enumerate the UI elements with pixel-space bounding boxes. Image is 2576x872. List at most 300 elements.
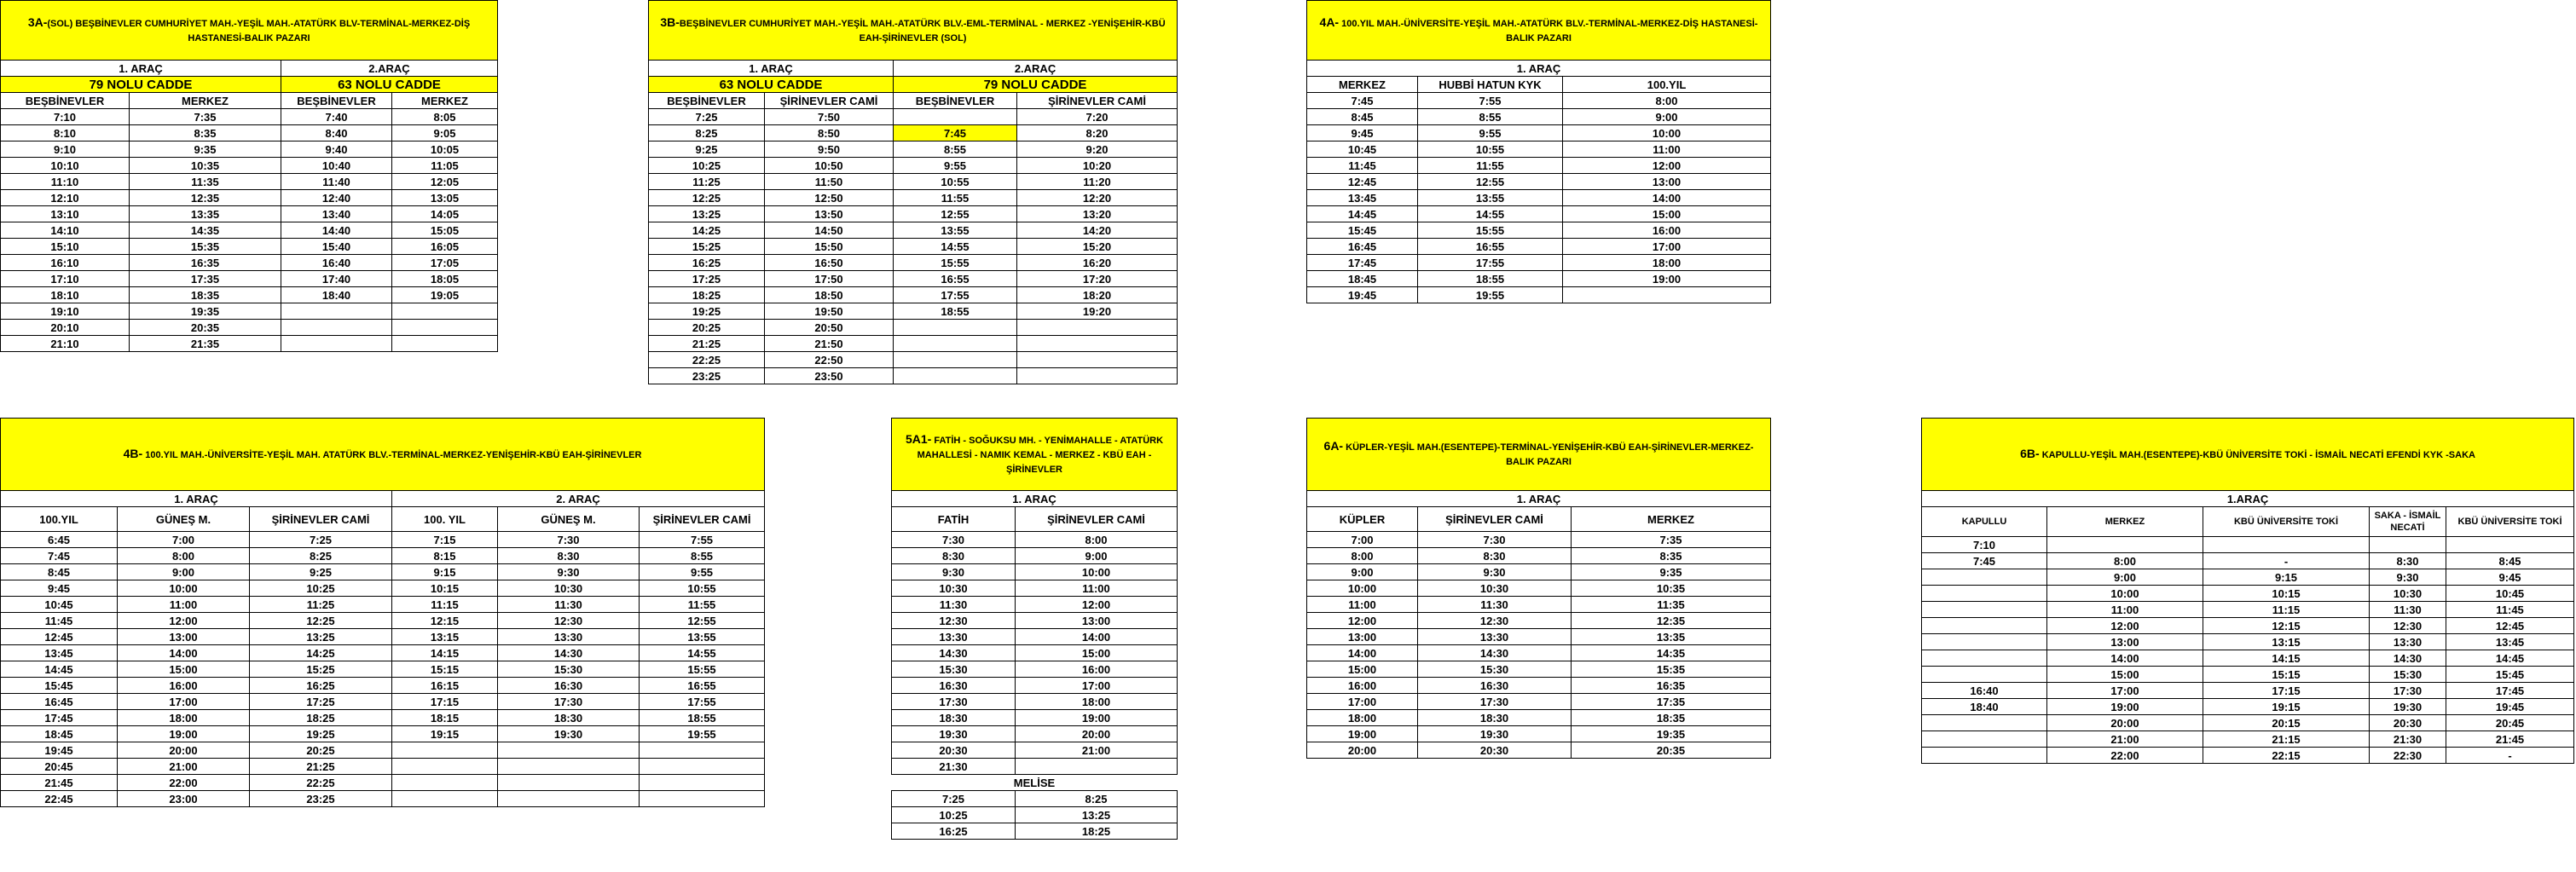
- time-cell: 11:50: [765, 174, 894, 190]
- time-cell: 15:55: [640, 661, 765, 678]
- table-row: [1307, 271, 1771, 287]
- time-cell: 14:10: [1, 222, 130, 239]
- route-code: 4A-: [1319, 14, 1340, 29]
- time-cell: 13:30: [1418, 629, 1572, 645]
- time-cell: 21:35: [130, 336, 281, 352]
- time-cell: 11:00: [1016, 580, 1178, 597]
- time-cell: 21:10: [1, 336, 130, 352]
- time-cell: 11:30: [2370, 602, 2446, 618]
- time-cell: [1922, 602, 2047, 618]
- time-cell: 8:55: [640, 548, 765, 564]
- time-cell: 19:15: [2203, 699, 2370, 715]
- time-cell: 21:25: [250, 759, 392, 775]
- time-cell: 11:55: [640, 597, 765, 613]
- time-cell: 18:40: [281, 287, 392, 303]
- time-cell: 7:45: [1922, 553, 2047, 569]
- time-cell: 15:45: [1, 678, 118, 694]
- vehicle-label: 2.ARAÇ: [894, 61, 1178, 77]
- column-header-row: [1922, 507, 2574, 537]
- time-cell: 10:00: [1016, 564, 1178, 580]
- table-row: [892, 742, 1178, 759]
- route-description: FATİH - SOĞUKSU MH. - YENİMAHALLE - ATATÜRK MAHALLESİ - NAMIK KEMAL - MERKEZ - KBÜ EAH - ŞİRİNEVLER: [917, 435, 1164, 475]
- time-cell: 14:35: [130, 222, 281, 239]
- table-row: [1, 694, 765, 710]
- time-cell: 22:25: [250, 775, 392, 791]
- time-cell: 7:55: [1418, 93, 1563, 109]
- table-row: [1307, 532, 1771, 548]
- time-cell: [498, 742, 640, 759]
- time-cell: 12:45: [1307, 174, 1418, 190]
- route-description: (SOL) BEŞBİNEVLER CUMHURİYET MAH.-YEŞİL MAH.-ATATÜRK BLV-TERMİNAL-MERKEZ-DİŞ HASTANESİ-BALIK PAZARI: [47, 18, 471, 43]
- column-header: MERKEZ: [1572, 507, 1771, 532]
- time-cell: 13:15: [392, 629, 498, 645]
- time-cell: 9:15: [2203, 569, 2370, 586]
- time-cell: 16:40: [1922, 683, 2047, 699]
- time-cell: 15:10: [1, 239, 130, 255]
- table-row: [1, 564, 765, 580]
- vehicle-label: 1. ARAÇ: [1, 491, 392, 507]
- time-cell: [281, 303, 392, 320]
- time-cell: 9:55: [640, 564, 765, 580]
- time-cell: 11:30: [892, 597, 1016, 613]
- time-cell: 22:50: [765, 352, 894, 368]
- time-cell: 17:45: [1, 710, 118, 726]
- time-cell: 15:55: [1418, 222, 1563, 239]
- time-cell: 19:00: [118, 726, 250, 742]
- time-cell: 15:00: [1563, 206, 1771, 222]
- table-row: [649, 287, 1178, 303]
- time-cell: 12:20: [1017, 190, 1178, 206]
- time-cell: 8:25: [1016, 791, 1178, 807]
- vehicle-label: 1. ARAÇ: [649, 61, 894, 77]
- time-cell: 13:05: [392, 190, 498, 206]
- column-header-row: [649, 93, 1178, 109]
- time-cell: 10:15: [392, 580, 498, 597]
- time-cell: 9:05: [392, 125, 498, 141]
- time-cell: 8:35: [130, 125, 281, 141]
- time-cell: 8:00: [1307, 548, 1418, 564]
- time-cell: 8:30: [498, 548, 640, 564]
- column-header: MERKEZ: [2047, 507, 2203, 537]
- vehicle-label: 1.ARAÇ: [1922, 491, 2574, 507]
- time-cell: 12:40: [281, 190, 392, 206]
- time-cell: 14:30: [498, 645, 640, 661]
- time-cell: 22:15: [2203, 748, 2370, 764]
- time-cell: 17:00: [1563, 239, 1771, 255]
- time-cell: 13:00: [1307, 629, 1418, 645]
- table-row: [1922, 618, 2574, 634]
- time-cell: 19:45: [1, 742, 118, 759]
- time-cell: 10:35: [1572, 580, 1771, 597]
- time-cell: 19:20: [1017, 303, 1178, 320]
- schedule-3b: [648, 0, 1177, 384]
- time-cell: 17:10: [1, 271, 130, 287]
- time-cell: 18:00: [1307, 710, 1418, 726]
- route-description: BEŞBİNEVLER CUMHURİYET MAH.-YEŞİL MAH.-ATATÜRK BLV.-EML-TERMİNAL - MERKEZ -YENİŞEHİR-KBÜ EAH-ŞİRİNEVLER (SOL): [679, 18, 1166, 43]
- time-cell: 12:30: [1418, 613, 1572, 629]
- route-description: KÜPLER-YEŞİL MAH.(ESENTEPE)-TERMİNAL-YENİŞEHİR-KBÜ EAH-ŞİRİNEVLER-MERKEZ-BALIK PAZARI: [1346, 442, 1754, 467]
- time-cell: 8:45: [1307, 109, 1418, 125]
- time-cell: 14:35: [1572, 645, 1771, 661]
- time-cell: 12:45: [1, 629, 118, 645]
- time-cell: 13:30: [2370, 634, 2446, 650]
- time-cell: 7:45: [1307, 93, 1418, 109]
- time-cell: 7:10: [1, 109, 130, 125]
- time-cell: 15:25: [250, 661, 392, 678]
- time-cell: 10:10: [1, 158, 130, 174]
- time-cell: 17:50: [765, 271, 894, 287]
- time-cell: 12:05: [392, 174, 498, 190]
- table-row: [1922, 748, 2574, 764]
- time-cell: 11:25: [250, 597, 392, 613]
- column-header: SAKA - İSMAİL NECATİ: [2370, 507, 2446, 537]
- time-cell: 8:00: [1563, 93, 1771, 109]
- time-cell: 11:45: [1307, 158, 1418, 174]
- column-header: 100. YIL: [392, 507, 498, 532]
- schedule-5a1: [891, 418, 1177, 840]
- time-cell: [1017, 336, 1178, 352]
- time-cell: 15:15: [2203, 667, 2370, 683]
- time-cell: [498, 775, 640, 791]
- table-row: [649, 352, 1178, 368]
- time-cell: 17:00: [1307, 694, 1418, 710]
- time-cell: 18:30: [892, 710, 1016, 726]
- time-cell: [1922, 667, 2047, 683]
- time-cell: 10:15: [2203, 586, 2370, 602]
- time-cell: 23:50: [765, 368, 894, 384]
- time-cell: 6:45: [1, 532, 118, 548]
- table-row: [1307, 141, 1771, 158]
- table-row: [892, 678, 1178, 694]
- time-cell: 13:00: [1563, 174, 1771, 190]
- column-header-row: [1307, 77, 1771, 93]
- time-cell: 13:45: [2446, 634, 2574, 650]
- time-cell: 8:30: [1418, 548, 1572, 564]
- time-cell: 10:25: [649, 158, 765, 174]
- time-cell: 22:00: [118, 775, 250, 791]
- table-row: [1, 141, 498, 158]
- time-cell: 13:35: [1572, 629, 1771, 645]
- time-cell: 14:00: [2047, 650, 2203, 667]
- time-cell: 16:30: [892, 678, 1016, 694]
- time-cell: 13:45: [1307, 190, 1418, 206]
- table-row: [1, 174, 498, 190]
- time-cell: [640, 791, 765, 807]
- time-cell: 19:15: [392, 726, 498, 742]
- time-cell: 20:00: [1016, 726, 1178, 742]
- time-cell: [1922, 618, 2047, 634]
- time-cell: 12:55: [894, 206, 1017, 222]
- time-cell: 19:00: [1016, 710, 1178, 726]
- time-cell: 14:15: [392, 645, 498, 661]
- table-row: [649, 158, 1178, 174]
- time-cell: 12:35: [1572, 613, 1771, 629]
- table-row: [1, 239, 498, 255]
- table-row: [649, 141, 1178, 158]
- time-cell: [894, 368, 1017, 384]
- time-cell: 18:45: [1, 726, 118, 742]
- time-cell: 8:20: [1017, 125, 1178, 141]
- sub-section-label: MELİSE: [1013, 776, 1056, 789]
- table-row: [1922, 602, 2574, 618]
- time-cell: [894, 109, 1017, 125]
- time-cell: 12:35: [130, 190, 281, 206]
- time-cell: [894, 320, 1017, 336]
- table-row: [1, 190, 498, 206]
- time-cell: 18:15: [392, 710, 498, 726]
- table-row: [1, 678, 765, 694]
- time-cell: 8:50: [765, 125, 894, 141]
- time-cell: [1922, 634, 2047, 650]
- time-cell: 15:55: [894, 255, 1017, 271]
- time-cell: [392, 303, 498, 320]
- time-cell: 11:00: [118, 597, 250, 613]
- table-row: [1, 775, 765, 791]
- time-cell: 20:00: [1307, 742, 1418, 759]
- time-cell: 12:30: [498, 613, 640, 629]
- time-cell: 12:55: [1418, 174, 1563, 190]
- column-header: 100.YIL: [1, 507, 118, 532]
- time-cell: 17:35: [1572, 694, 1771, 710]
- time-cell: 16:45: [1, 694, 118, 710]
- time-cell: 13:50: [765, 206, 894, 222]
- time-cell: [1017, 352, 1178, 368]
- table-row: [892, 661, 1178, 678]
- time-cell: 8:25: [250, 548, 392, 564]
- time-cell: 8:15: [392, 548, 498, 564]
- table-row: [1, 710, 765, 726]
- time-cell: 15:05: [392, 222, 498, 239]
- time-cell: 13:00: [1016, 613, 1178, 629]
- table-row: [892, 580, 1178, 597]
- time-cell: 15:20: [1017, 239, 1178, 255]
- table-row: [1, 548, 765, 564]
- time-cell: 9:30: [892, 564, 1016, 580]
- column-header: MERKEZ: [130, 93, 281, 109]
- time-cell: 8:30: [892, 548, 1016, 564]
- time-cell: 9:30: [2370, 569, 2446, 586]
- time-cell: 20:50: [765, 320, 894, 336]
- time-cell: 17:55: [894, 287, 1017, 303]
- time-cell: 18:25: [1016, 823, 1178, 840]
- vehicle-label: 2.ARAÇ: [281, 61, 498, 77]
- time-cell: 9:15: [392, 564, 498, 580]
- time-cell: 15:30: [1418, 661, 1572, 678]
- time-cell: 10:25: [892, 807, 1016, 823]
- time-cell: 20:30: [2370, 715, 2446, 731]
- time-cell: 16:00: [118, 678, 250, 694]
- table-row: [1307, 678, 1771, 694]
- time-cell: 15:40: [281, 239, 392, 255]
- route-title: [1, 1, 498, 61]
- table-row: [1307, 239, 1771, 255]
- route-code: 5A1-: [905, 431, 932, 446]
- time-cell: [1922, 569, 2047, 586]
- column-header: GÜNEŞ M.: [118, 507, 250, 532]
- time-cell: 16:30: [1418, 678, 1572, 694]
- table-row: [1307, 206, 1771, 222]
- table-row: [1922, 537, 2574, 553]
- schedule-table-5a1: [891, 418, 1178, 840]
- time-cell: [1922, 650, 2047, 667]
- table-row: [1922, 634, 2574, 650]
- column-header: GÜNEŞ M.: [498, 507, 640, 532]
- time-cell: -: [2203, 553, 2370, 569]
- time-cell: [2047, 537, 2203, 553]
- column-header: ŞİRİNEVLER CAMİ: [1016, 507, 1178, 532]
- time-cell: 12:10: [1, 190, 130, 206]
- column-header: KBÜ ÜNİVERSİTE TOKİ: [2203, 507, 2370, 537]
- time-cell: 17:15: [2203, 683, 2370, 699]
- sub-schedule-rows: [892, 791, 1178, 840]
- time-cell: 14:05: [392, 206, 498, 222]
- time-cell: 14:30: [1418, 645, 1572, 661]
- table-row: [1307, 222, 1771, 239]
- time-cell: [281, 320, 392, 336]
- time-cell: 17:30: [1418, 694, 1572, 710]
- time-cell: 8:45: [1, 564, 118, 580]
- route-title: [892, 419, 1178, 491]
- time-cell: 17:00: [1016, 678, 1178, 694]
- time-cell: 19:00: [1307, 726, 1418, 742]
- time-cell: [392, 336, 498, 352]
- time-cell: 14:55: [1418, 206, 1563, 222]
- table-row: [1, 613, 765, 629]
- time-cell: 9:00: [2047, 569, 2203, 586]
- time-cell: 15:45: [1307, 222, 1418, 239]
- time-cell: 16:15: [392, 678, 498, 694]
- table-row: [892, 694, 1178, 710]
- table-row: [649, 255, 1178, 271]
- time-cell: 8:55: [1418, 109, 1563, 125]
- time-cell: 21:50: [765, 336, 894, 352]
- time-cell: 21:25: [649, 336, 765, 352]
- time-cell: 16:25: [649, 255, 765, 271]
- column-header-row: [1307, 507, 1771, 532]
- time-cell: 22:00: [2047, 748, 2203, 764]
- time-cell: 12:45: [2446, 618, 2574, 634]
- time-cell: 9:50: [765, 141, 894, 158]
- time-cell: 12:00: [1563, 158, 1771, 174]
- time-cell: 9:35: [1572, 564, 1771, 580]
- time-cell: 11:10: [1, 174, 130, 190]
- time-cell: 9:55: [894, 158, 1017, 174]
- time-cell: 15:45: [2446, 667, 2574, 683]
- sub-table-row: [892, 823, 1178, 840]
- time-cell: 7:35: [1572, 532, 1771, 548]
- time-cell: 11:45: [1, 613, 118, 629]
- table-row: [1, 597, 765, 613]
- column-header: ŞİRİNEVLER CAMİ: [640, 507, 765, 532]
- table-row: [1, 759, 765, 775]
- time-cell: [1922, 715, 2047, 731]
- time-cell: 16:25: [892, 823, 1016, 840]
- time-cell: 13:00: [118, 629, 250, 645]
- time-cell: 16:00: [1307, 678, 1418, 694]
- route-title: [1, 419, 765, 491]
- table-row: [892, 645, 1178, 661]
- time-cell: 12:50: [765, 190, 894, 206]
- time-cell: 10:40: [281, 158, 392, 174]
- time-cell: [1017, 368, 1178, 384]
- time-cell: [1563, 287, 1771, 303]
- table-row: [1922, 553, 2574, 569]
- time-cell: 8:10: [1, 125, 130, 141]
- time-cell: 7:45: [1, 548, 118, 564]
- time-cell: 10:35: [130, 158, 281, 174]
- table-row: [1307, 742, 1771, 759]
- table-row: [892, 759, 1178, 775]
- time-cell: [498, 759, 640, 775]
- column-header: MERKEZ: [392, 93, 498, 109]
- time-cell: 13:10: [1, 206, 130, 222]
- time-cell: 11:30: [1418, 597, 1572, 613]
- time-cell: -: [2446, 748, 2574, 764]
- time-cell: 7:30: [1418, 532, 1572, 548]
- time-cell: 19:30: [498, 726, 640, 742]
- table-row: [1922, 667, 2574, 683]
- time-cell: 7:25: [892, 791, 1016, 807]
- time-cell: 17:45: [1307, 255, 1418, 271]
- schedule-rows: [1, 109, 498, 352]
- table-row: [1, 742, 765, 759]
- table-row: [649, 174, 1178, 190]
- time-cell: 9:30: [1418, 564, 1572, 580]
- time-cell: 15:00: [118, 661, 250, 678]
- time-cell: 19:30: [2370, 699, 2446, 715]
- time-cell: 15:50: [765, 239, 894, 255]
- time-cell: 16:35: [130, 255, 281, 271]
- time-cell: 18:25: [649, 287, 765, 303]
- time-cell: 8:05: [392, 109, 498, 125]
- time-cell: 10:45: [1, 597, 118, 613]
- time-cell: 10:50: [765, 158, 894, 174]
- time-cell: [640, 759, 765, 775]
- time-cell: 13:00: [2047, 634, 2203, 650]
- table-row: [892, 710, 1178, 726]
- time-cell: 9:55: [1418, 125, 1563, 141]
- time-cell: 19:35: [130, 303, 281, 320]
- time-cell: 19:35: [1572, 726, 1771, 742]
- time-cell: 16:20: [1017, 255, 1178, 271]
- time-cell: 18:50: [765, 287, 894, 303]
- time-cell: 13:40: [281, 206, 392, 222]
- table-row: [1307, 548, 1771, 564]
- time-cell: 10:00: [1563, 125, 1771, 141]
- table-row: [1307, 710, 1771, 726]
- sub-table-row: [892, 807, 1178, 823]
- table-row: [649, 190, 1178, 206]
- route-title: [1307, 1, 1771, 61]
- table-row: [1922, 683, 2574, 699]
- time-cell: 21:00: [118, 759, 250, 775]
- table-row: [1307, 93, 1771, 109]
- route-code: 3A-: [27, 14, 48, 29]
- time-cell: 11:15: [392, 597, 498, 613]
- time-cell: 18:55: [1418, 271, 1563, 287]
- time-cell: 12:00: [2047, 618, 2203, 634]
- route-code: 6A-: [1323, 439, 1344, 453]
- time-cell: 10:30: [1418, 580, 1572, 597]
- time-cell: 10:05: [392, 141, 498, 158]
- table-row: [1307, 158, 1771, 174]
- time-cell: 10:25: [250, 580, 392, 597]
- time-cell: 11:40: [281, 174, 392, 190]
- time-cell: 18:00: [1563, 255, 1771, 271]
- table-row: [1, 271, 498, 287]
- schedule-table-3a: [0, 0, 498, 352]
- table-row: [1, 255, 498, 271]
